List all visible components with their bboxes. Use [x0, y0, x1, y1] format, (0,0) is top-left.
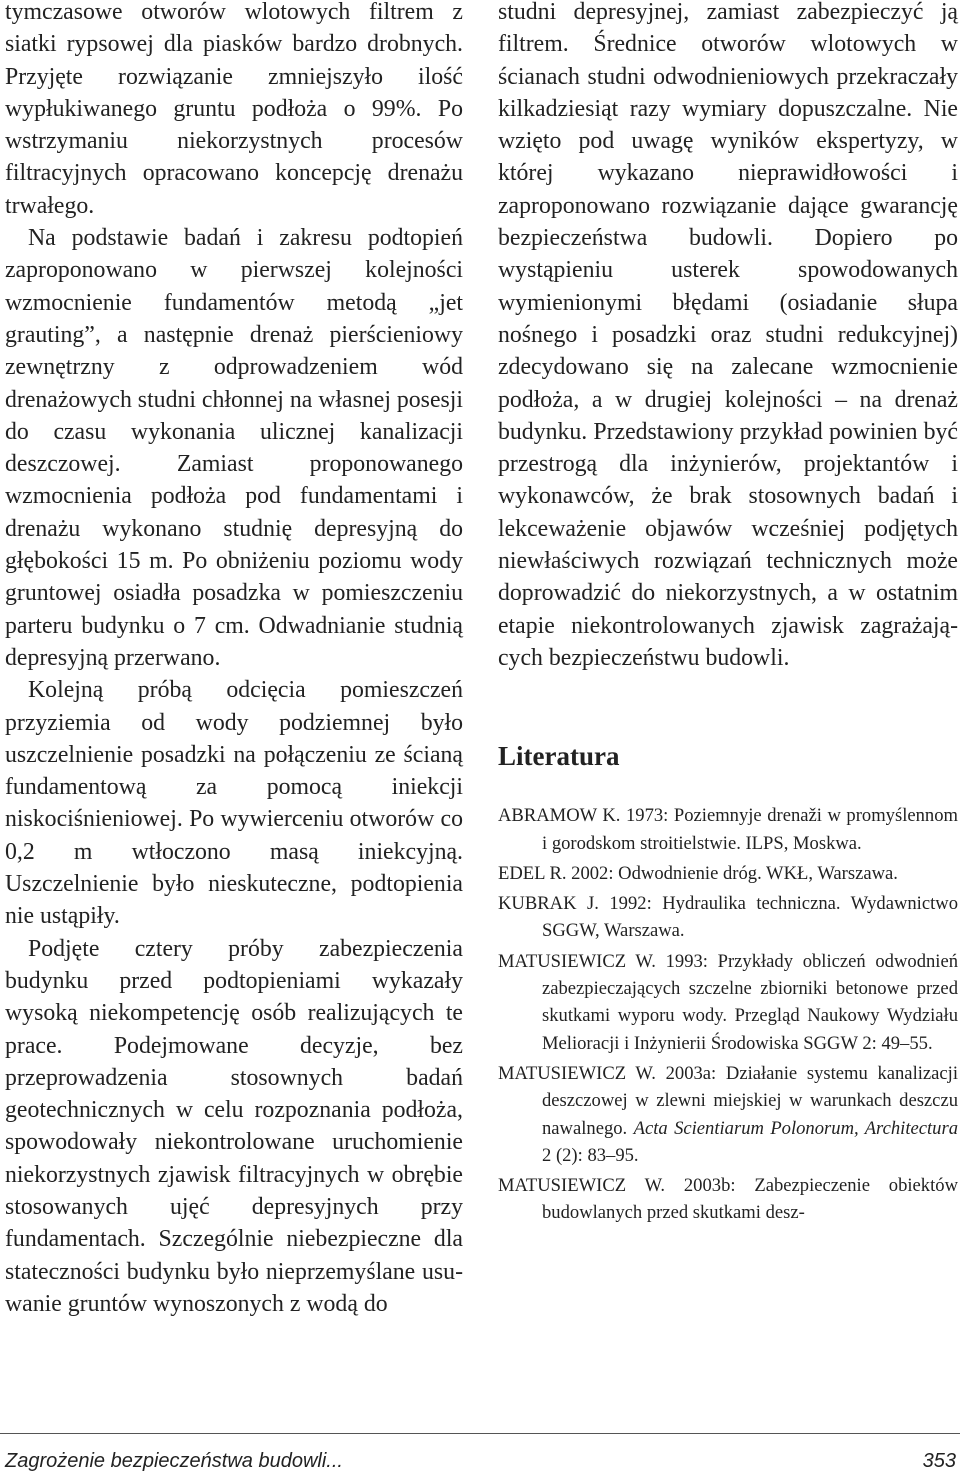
paragraph: studni depresyjnej, zamiast zabezpieczyć ją filtrem. Średnice otworów wlotowych w ścianach studni odwodnieniowych przekraczały kilkadziesiąt razy wymiary dopuszczalne. Nie wzięto pod uwagę wyników ekspertyzy, w której wykazano nieprawidłowości i zaproponowano rozwiązanie dające gwarancję bezpieczeństwa budowli. Dopiero po wystąpieniu usterek spowodowanych wymienionymi błędami (osiadanie słupa nośnego i posadzki oraz studni redukcyjnej) zdecydowano się na zalecane wzmocnienie podłoża, a w drugiej kolejności – na drenaż budynku. Przedstawiony przykład powinien być przestrogą dla inżynierów, projektantów i wykonawców, że brak stosownych badań i lekceważenie objawów wcześniej podjętych niewłaściwych rozwiązań technicznych może doprowadzić do niekorzystnych, a w ostatnim etapie niekontrolowanych zjawisk zagrażających bezpieczeństwu budowli.	[498, 0, 958, 671]
reference-item	[498, 948, 958, 1057]
reference-text: MATUSIEWICZ W. 2003b: Zabezpieczenie obiektów budowlanych przed skutkami desz-	[498, 1175, 958, 1224]
running-title: Zagrożenie bezpieczeństwa budowli...	[5, 1450, 343, 1472]
references-heading: Literatura	[498, 741, 620, 772]
paragraph: tymczasowe otworów wlotowych filtrem z siatki rypsowej dla piasków bardzo drobnych. Przyjęte rozwiązanie zmniejszyło ilość wypłukiwanego gruntu podłoża o 99%. Po wstrzymaniu niekorzystnych procesów filtracyjnych opracowano koncepcję drenażu trwałego.	[5, 0, 463, 219]
reference-item	[498, 890, 958, 945]
reference-item	[498, 1060, 958, 1169]
reference-citation: 2 (2): 83–95.	[542, 1144, 639, 1166]
paragraph: Podjęte cztery próby zabezpieczenia budynku przed podtopieniami wykazały wysoką niekompetencję osób realizujących te prace. Podejmowane decyzje, bez przeprowadzenia stosownych badań geotechnicznych w celu rozpoznania podłoża, spowodowały niekontrolowane uruchomienie niekorzystnych zjawisk filtracyjnych w obrębie stosowanych ujęć depresyjnych przy fundamentach. Szczególnie niebezpieczne dla stateczności budynku było nieprzemyślane usuwanie gruntów wynoszonych z wodą do	[5, 935, 463, 1317]
page-number: 353	[922, 1450, 956, 1472]
reference-item	[498, 860, 958, 887]
reference-text: MATUSIEWICZ W. 1993: Przykłady obliczeń odwodnień zabezpieczających szczelne zbiorniki betonowe przed skutkami wyporu wody. Przegląd Naukowy Wydziału Melioracji i Inżynierii Środowiska SGGW 2: 49–55.	[498, 950, 958, 1054]
journal-title: Acta Scientiarum Polonorum, Architectura	[633, 1117, 958, 1139]
paragraph: Na podstawie badań i zakresu podtopień zaproponowano w pierwszej kolejności wzmocnienie fundamentów metodą „jet grauting”, a następnie drenaż pierścieniowy zewnętrzny z odprowadzeniem wód drenażowych studni chłonnej na własnej posesji do czasu wykonania ulicznej kanalizacji deszczowej. Zamiast proponowanego wzmocnienia podłoża pod fundamentami i drenażu wykonano studnię depresyjną do głębokości 15 m. Po obniżeniu poziomu wody gruntowej osiadła posadzka w pomieszczeniu parteru budynku o 7 cm. Odwadnianie studnią depresyjną przerwano.	[5, 225, 463, 671]
reference-text: KUBRAK J. 1992: Hydraulika techniczna. Wydawnictwo SGGW, Warszawa.	[498, 893, 958, 942]
reference-list	[498, 802, 958, 1226]
footer-divider	[0, 1433, 960, 1434]
left-text-column	[5, 0, 463, 1320]
right-text-column	[498, 0, 958, 1230]
reference-item	[498, 802, 958, 857]
reference-text: EDEL R. 2002: Odwodnienie dróg. WKŁ, Warszawa.	[498, 862, 898, 884]
reference-text: ABRAMOW K. 1973: Poziemnyje drenaži w promyślennom i gorodskom stroitielstwie. ILPS, Moskwa.	[498, 805, 958, 854]
paragraph: Kolejną próbą odcięcia pomieszczeń przyziemia od wody podziemnej było uszczelnienie posadzki na połączeniu ze ścianą fundamentową za pomocą iniekcji niskociśnieniowej. Po wywierceniu otworów co 0,2 m wtłoczono masą iniekcyjną. Uszczelnienie było nieskuteczne, podtopienia nie ustąpiły.	[5, 677, 463, 930]
reference-item	[498, 1172, 958, 1227]
reference-text: MATUSIEWICZ W. 2003a: Działanie systemu kanalizacji deszczowej w zlewni miejskiej w warunkach deszczu nawalnego.	[498, 1062, 958, 1139]
